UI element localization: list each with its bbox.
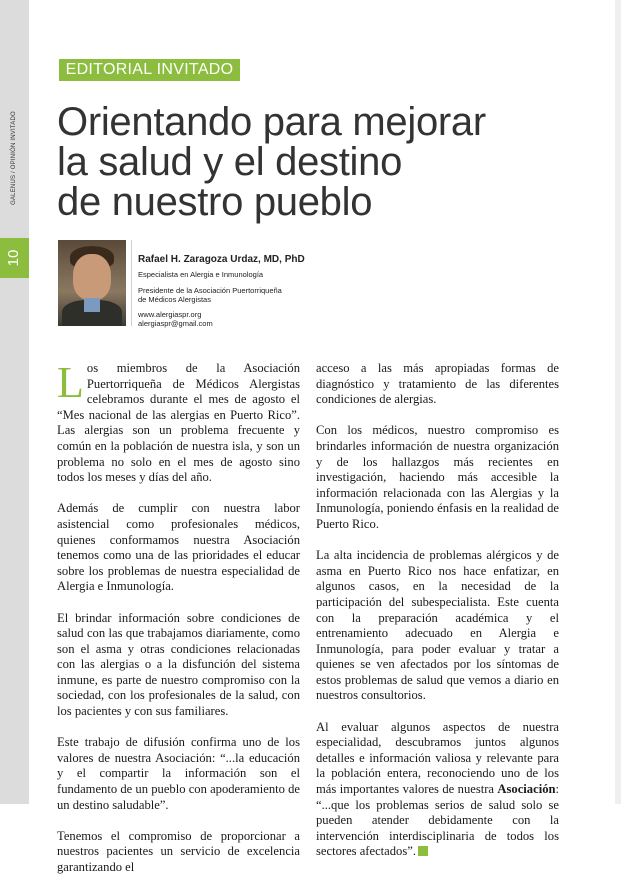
author-specialty: Especialista en Alergia e Inmunología (138, 270, 264, 279)
article-paragraph: acceso a las más apropiadas formas de diagnóstico y tratamiento de las diferentes condiciones de alergias. (316, 361, 559, 407)
article-paragraph: Al evaluar algunos aspectos de nuestra especialidad, descubramos juntos algunos detalles e información valiosa y relevante para la población entera, reconociendo uno de los más importantes valores de nuestra Asociación: “...que los problemas serios de salud solo se pueden atender debidamente con la intervención interdisciplinaria de todos los sectores afectados”. (316, 719, 559, 859)
article-paragraph: Los miembros de la Asociación Puertorriqueña de Médicos Alergistas celebramos durante el mes de agosto el “Mes nacional de las alergias en Puerto Rico”. Las alergias son un problema frecuente y común en la población de nuestra isla, y son un problema no solo en el mes de agosto sino todos los meses y días del año. (57, 358, 300, 485)
author-name: Rafael H. Zaragoza Urdaz, MD, PhD (138, 254, 305, 265)
article-paragraph: Este trabajo de difusión confirma uno de los valores de nuestra Asociación: “...la educación y el compartir la información son el fundamento de un pueblo con apoderamiento de un destino saludable”. (57, 735, 300, 812)
article-paragraph: Con los médicos, nuestro compromiso es brindarles información de nuestra organización y de los hallazgos más recientes en investigación, haciendo más accesible la información relacionada con las Alergias y la Inmunología, poniendo énfasis en la realidad de Puerto Rico. (316, 423, 559, 531)
article-paragraph: Tenemos el compromiso de proporcionar a nuestros pacientes un servicio de excelencia garantizando el (57, 828, 300, 874)
article-column-right (316, 361, 559, 876)
title-line: Orientando para mejorar (57, 100, 486, 144)
article-paragraph: La alta incidencia de problemas alérgicos y de asma en Puerto Rico nos hace enfatizar, en algunos casos, en la necesidad de la participación del subespecialista. Este cuenta con la preparación académica y el entrenamiento adecuado en Alergia e Inmunología, para poder evaluar y tratar a quienes se ven afectados por los síntomas de estos problemas de salud que vemos a diario en nuestros consultorios. (316, 548, 559, 703)
author-role-line1: Presidente de la Asociación Puertorriqueña (138, 286, 282, 295)
drop-cap: L (57, 358, 84, 407)
article-title (57, 102, 537, 222)
title-line: de nuestro pueblo (57, 180, 373, 224)
author-email[interactable]: alergiaspr@gmail.com (138, 319, 213, 328)
page-number: 10 (5, 249, 22, 267)
title-line: la salud y el destino (57, 140, 403, 184)
author-divider (131, 240, 132, 326)
editorial-tag: EDITORIAL INVITADO (59, 59, 240, 81)
author-website[interactable]: www.alergiaspr.org (138, 310, 202, 319)
article-paragraph: Además de cumplir con nuestra labor asistencial como profesionales médicos, quienes conformamos nuestra Asociación tenemos como una de las prioridades el educar sobre los problemas de nuestra especialidad de Alergia e Inmunología. (57, 501, 300, 594)
author-photo (58, 240, 126, 326)
section-label: GALENUS / OPINIÓN INVITADO (11, 111, 17, 205)
author-role-line2: de Médicos Alergistas (138, 295, 211, 304)
article-paragraph: El brindar información sobre condiciones de salud con las que trabajamos diariamente, como son el asma y otras condiciones relacionadas con las alergias o a la disfunción del sistema inmune, es parte de nuestro compromiso con la sociedad, con los profesionales de la salud, con los pacientes y con sus familiares. (57, 610, 300, 719)
article-column-left (57, 358, 300, 891)
end-mark-icon (418, 846, 428, 856)
page-edge (615, 0, 621, 804)
